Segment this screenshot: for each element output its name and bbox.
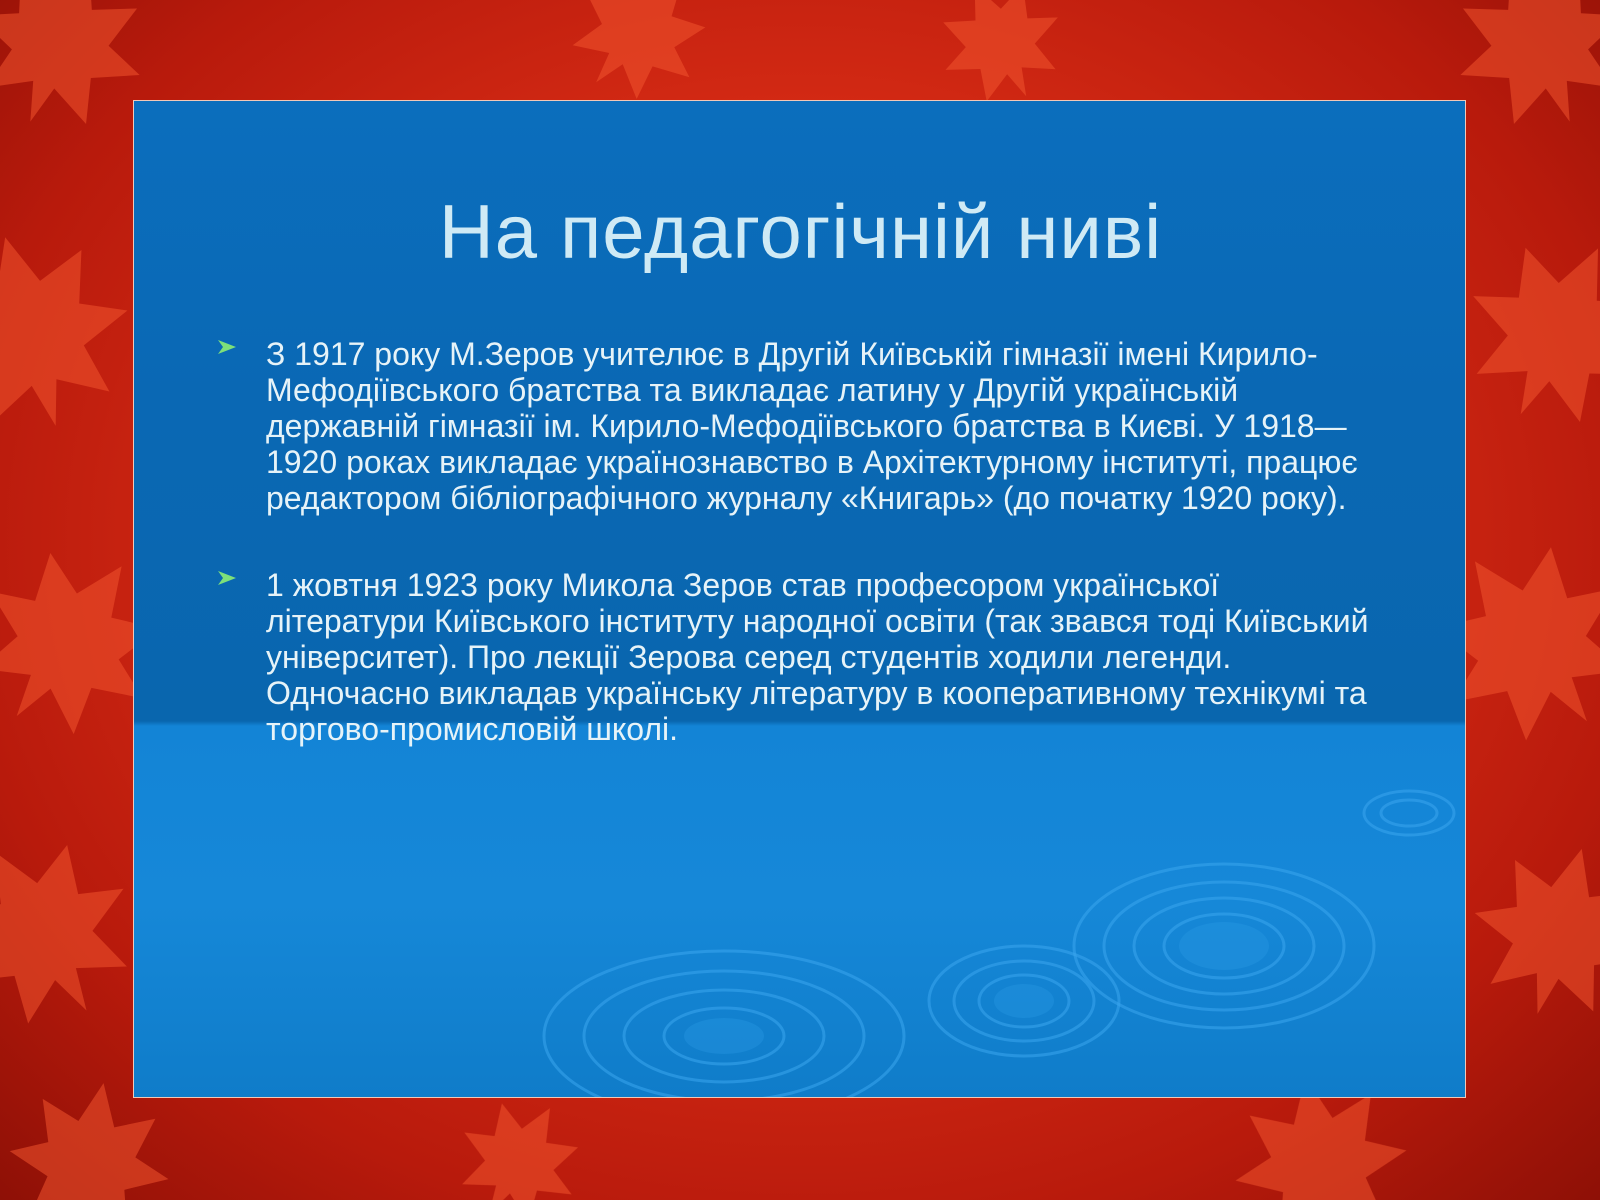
list-item — [216, 336, 1386, 516]
list-item — [216, 567, 1386, 747]
bullet-list — [216, 336, 1386, 798]
bullet-text: З 1917 року М.Зеров учителює в Другій Київській гімназії імені Кирило-Мефодіївського братства та викладає латину у Другій українській державній гімназії ім. Кирило-Мефодіївського братства в Києві. У 1918—1920 роках викладає українознавство в Архітектурному інституті, працює редактором бібліографічного журналу «Книгарь» (до початку 1920 року). — [266, 336, 1358, 516]
arrow-bullet-icon — [216, 336, 238, 358]
bullet-text: 1 жовтня 1923 року Микола Зеров став професором української літератури Київського інституту народної освіти (так звався тоді Київський університет). Про лекції Зерова серед студентів ходили легенди. Одночасно викладав українську літературу в кооперативному технікумі та торгово-промисловій школі. — [266, 567, 1369, 747]
arrow-bullet-icon — [216, 567, 238, 589]
slide-title: На педагогічній ниві — [438, 190, 1163, 275]
slide-panel — [133, 100, 1466, 1098]
